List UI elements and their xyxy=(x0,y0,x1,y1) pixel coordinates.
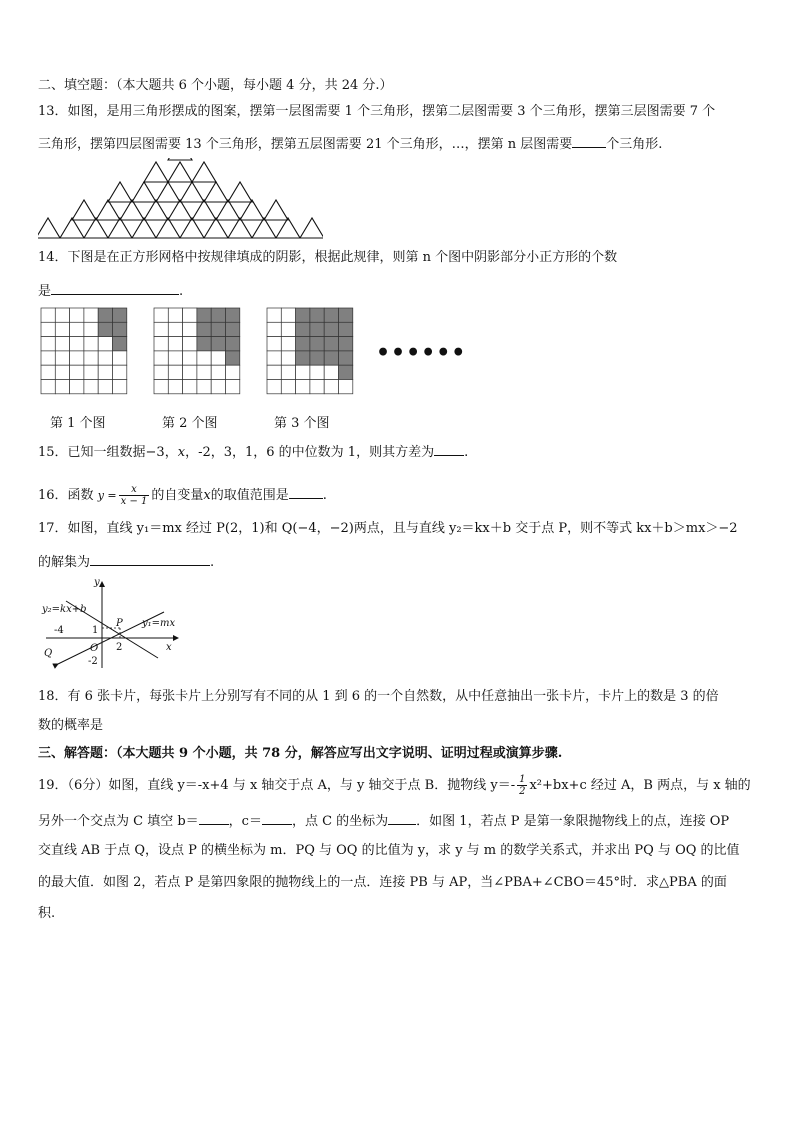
shaded-cell xyxy=(98,308,112,322)
shaded-cell xyxy=(296,322,310,336)
triangle xyxy=(38,218,60,238)
q19-text-1b: x²+bx+c 经过 A，B 两点，与 x 轴的 xyxy=(529,778,751,793)
q16-text-d: . xyxy=(322,488,327,503)
grid-cell xyxy=(281,351,295,365)
q17-text-b: . xyxy=(210,555,215,570)
q13-text-b: 个三角形. xyxy=(606,137,663,152)
shaded-cell xyxy=(197,337,211,351)
grid-cell xyxy=(84,308,98,322)
shaded-cell xyxy=(197,308,211,322)
triangle xyxy=(84,218,108,238)
shaded-cell xyxy=(324,322,338,336)
grid-cell xyxy=(70,365,84,379)
grid-cell xyxy=(168,351,182,365)
shaded-cell xyxy=(324,308,338,322)
q13-answer-blank[interactable] xyxy=(572,135,606,148)
shaded-cell xyxy=(339,351,353,365)
y2-label: y₂=kx+b xyxy=(42,604,87,615)
q18-line-2: 数的概率是 xyxy=(38,718,104,733)
q15-var-x: x xyxy=(177,445,186,460)
grid-cell xyxy=(267,380,281,394)
q19-text-2c: ，点 C 的坐标为 xyxy=(291,814,389,829)
grid-cell xyxy=(226,380,240,394)
grid-figure-1 xyxy=(40,307,128,395)
tick-neg2: -2 xyxy=(88,656,98,667)
q16-text-c: 的取值范围是 xyxy=(210,488,289,503)
shaded-cell xyxy=(226,351,240,365)
q17-graph xyxy=(38,576,188,671)
triangle xyxy=(204,218,228,238)
caption-figure-1: 第 1 个图 xyxy=(50,416,106,431)
q16-answer-blank[interactable] xyxy=(289,486,323,499)
x-axis-label: x xyxy=(166,642,172,653)
triangle xyxy=(144,162,168,182)
q19-line-5: 积. xyxy=(38,906,56,921)
grid-cell xyxy=(197,365,211,379)
point-p-label: P xyxy=(116,618,123,629)
grid-cell xyxy=(168,308,182,322)
shaded-cell xyxy=(113,337,127,351)
q17-line-1: 17．如图，直线 y₁＝mx 经过 P(2，1)和 Q(−4，−2)两点，且与直线 y₂＝kx＋b 交于点 P，则不等式 kx＋b＞mx＞−2 xyxy=(38,521,738,536)
shaded-cell xyxy=(211,337,225,351)
y-axis-label: y xyxy=(94,577,100,588)
grid-cell xyxy=(84,351,98,365)
grid-cell xyxy=(339,380,353,394)
shaded-cell xyxy=(211,308,225,322)
grid-cell xyxy=(113,365,127,379)
grid-cell xyxy=(55,380,69,394)
grid-cell xyxy=(226,365,240,379)
q19-frac-den: 2 xyxy=(519,786,526,797)
shaded-cell xyxy=(226,322,240,336)
shaded-cell xyxy=(113,308,127,322)
grid-cell xyxy=(55,365,69,379)
shaded-cell xyxy=(226,308,240,322)
grid-cell xyxy=(281,308,295,322)
grid-cell xyxy=(211,365,225,379)
q16-text-b: 的自变量 xyxy=(151,488,204,503)
q16-fraction xyxy=(119,484,150,507)
grid-cell xyxy=(84,380,98,394)
shaded-cell xyxy=(339,365,353,379)
shaded-cell xyxy=(310,337,324,351)
grid-cell xyxy=(197,380,211,394)
grid-cell xyxy=(267,337,281,351)
grid-cell xyxy=(41,365,55,379)
shaded-cell xyxy=(296,308,310,322)
grid-cell xyxy=(168,322,182,336)
q13-text-a: 三角形，摆第四层图需要 13 个三角形，摆第五层图需要 21 个三角形，…，摆第 n 层图需要 xyxy=(38,137,573,152)
triangle xyxy=(180,182,204,202)
tick-neg4: -4 xyxy=(54,625,64,636)
q15-line xyxy=(38,443,468,461)
q14-line-1: 14．下图是在正方形网格中按规律填成的阴影，根据此规律，则第 n 个图中阴影部分小正方形的个数 xyxy=(38,250,618,265)
shaded-cell xyxy=(339,322,353,336)
grid-cell xyxy=(113,380,127,394)
grid-cell xyxy=(267,322,281,336)
shaded-cell xyxy=(324,351,338,365)
grid-cell xyxy=(41,308,55,322)
triangle xyxy=(276,218,300,238)
grid-cell xyxy=(183,380,197,394)
ellipsis-dots: •••••• xyxy=(376,340,467,366)
triangle xyxy=(156,218,180,238)
triangle xyxy=(108,218,132,238)
grid-cell xyxy=(281,380,295,394)
grid-cell xyxy=(154,351,168,365)
triangle xyxy=(264,200,288,220)
grid-cell xyxy=(154,365,168,379)
grid-cell xyxy=(70,351,84,365)
q19-text-2d: ．如图 1，若点 P 是第一象限抛物线上的点，连接 OP xyxy=(416,814,730,829)
grid-cell xyxy=(183,337,197,351)
q19-fraction xyxy=(517,774,527,797)
grid-cell xyxy=(113,351,127,365)
grid-cell xyxy=(324,365,338,379)
q18-line-1: 18．有 6 张卡片，每张卡片上分别写有不同的从 1 到 6 的一个自然数，从中任意抽出一张卡片，卡片上的数是 3 的倍 xyxy=(38,689,719,704)
grid-cell xyxy=(154,322,168,336)
shaded-cell xyxy=(296,337,310,351)
triangle xyxy=(252,218,276,238)
triangle xyxy=(72,200,96,220)
grid-cell xyxy=(267,351,281,365)
grid-cell xyxy=(168,365,182,379)
shaded-cell xyxy=(310,351,324,365)
grid-cell xyxy=(168,337,182,351)
grid-cell xyxy=(154,308,168,322)
grid-cell xyxy=(98,365,112,379)
q19-line-1 xyxy=(38,774,751,797)
triangle xyxy=(96,200,120,220)
section-2-heading: 二、填空题：（本大题共 6 个小题，每小题 4 分，共 24 分.） xyxy=(38,78,393,93)
q16-frac-num: x xyxy=(119,484,150,496)
shaded-cell xyxy=(296,351,310,365)
triangle xyxy=(300,218,323,238)
tick-1: 1 xyxy=(92,625,99,636)
triangle xyxy=(132,218,156,238)
caption-figure-2: 第 2 个图 xyxy=(162,416,218,431)
q19-line-4: 的最大值．如图 2，若点 P 是第四象限的抛物线上的一点．连接 PB 与 AP，当∠PBA+∠CBO＝45°时．求△PBA 的面 xyxy=(38,875,727,890)
grid-cell xyxy=(296,380,310,394)
triangle xyxy=(240,200,264,220)
q19-text-1a: 19．（6分）如图，直线 y＝-x+4 与 x 轴交于点 A，与 y 轴交于点 B．抛物线 y＝- xyxy=(38,778,516,793)
triangle-pyramid-figure xyxy=(38,158,323,240)
grid-cell xyxy=(310,365,324,379)
grid-cell xyxy=(84,322,98,336)
shaded-cell xyxy=(226,337,240,351)
q17-text-a: 的解集为 xyxy=(38,555,91,570)
shaded-cell xyxy=(98,322,112,336)
grid-cell xyxy=(296,365,310,379)
grid-cell xyxy=(98,380,112,394)
triangle xyxy=(204,182,228,202)
grid-cell xyxy=(183,365,197,379)
q16-y-eq: y = xyxy=(97,489,117,502)
grid-cell xyxy=(41,322,55,336)
triangle xyxy=(216,200,240,220)
shaded-cell xyxy=(339,308,353,322)
triangle xyxy=(144,200,168,220)
y1-label: y₁=mx xyxy=(142,618,176,629)
grid-cell xyxy=(281,365,295,379)
triangle xyxy=(120,200,144,220)
grid-cell xyxy=(41,351,55,365)
grid-cell xyxy=(154,380,168,394)
grid-figure-2 xyxy=(153,307,241,395)
grid-cell xyxy=(98,351,112,365)
caption-figure-3: 第 3 个图 xyxy=(274,416,330,431)
q16-text-a: 16．函数 xyxy=(38,488,94,503)
grid-cell xyxy=(197,351,211,365)
grid-cell xyxy=(211,380,225,394)
q19-blank-b[interactable] xyxy=(199,812,229,825)
grid-cell xyxy=(84,337,98,351)
shaded-cell xyxy=(324,337,338,351)
shaded-cell xyxy=(310,308,324,322)
triangle xyxy=(192,200,216,220)
grid-cell xyxy=(183,322,197,336)
q14-text-a: 是 xyxy=(38,284,52,299)
q15-text-a: 15．已知一组数据−3， xyxy=(38,445,178,460)
q17-line-2 xyxy=(38,553,214,571)
q16-frac-den: x − 1 xyxy=(120,496,148,507)
grid-cell xyxy=(324,380,338,394)
grid-cell xyxy=(41,337,55,351)
triangle xyxy=(168,158,192,160)
triangle xyxy=(132,182,156,202)
q15-answer-blank[interactable] xyxy=(434,443,464,456)
grid-cell xyxy=(281,337,295,351)
q13-line-2 xyxy=(38,135,662,153)
grid-cell xyxy=(55,351,69,365)
grid-cell xyxy=(183,308,197,322)
q13-line-1: 13．如图，是用三角形摆成的图案，摆第一层图需要 1 个三角形，摆第二层图需要 3 个三角形，摆第三层图需要 7 个 xyxy=(38,104,716,119)
q19-text-2b: ，c＝ xyxy=(228,814,262,829)
tick-2: 2 xyxy=(116,642,123,653)
triangle xyxy=(60,218,84,238)
grid-cell xyxy=(183,351,197,365)
grid-cell xyxy=(70,380,84,394)
triangle xyxy=(108,182,132,202)
q14-answer-blank[interactable] xyxy=(51,282,179,295)
triangle xyxy=(156,182,180,202)
grid-cell xyxy=(70,337,84,351)
grid-cell xyxy=(154,337,168,351)
triangle xyxy=(168,162,192,182)
grid-cell xyxy=(310,380,324,394)
grid-cell xyxy=(55,337,69,351)
grid-cell xyxy=(267,365,281,379)
shaded-cell xyxy=(310,322,324,336)
point-q-label: Q xyxy=(44,648,53,659)
grid-figure-3 xyxy=(266,307,354,395)
grid-cell xyxy=(98,337,112,351)
shaded-cell xyxy=(197,322,211,336)
q15-text-c: . xyxy=(464,445,469,460)
grid-cell xyxy=(55,308,69,322)
q19-line-3: 交直线 AB 于点 Q，设点 P 的横坐标为 m．PQ 与 OQ 的比值为 y，求 y 与 m 的数学关系式，并求出 PQ 与 OQ 的比值 xyxy=(38,843,740,858)
shaded-cell xyxy=(211,322,225,336)
q16-var-x: x xyxy=(203,488,211,503)
grid-cell xyxy=(55,322,69,336)
q19-blank-c[interactable] xyxy=(262,812,292,825)
grid-cell xyxy=(41,380,55,394)
q14-text-b: . xyxy=(179,284,184,299)
grid-cell xyxy=(281,322,295,336)
q19-blank-point-c[interactable] xyxy=(388,812,416,825)
q14-line-2 xyxy=(38,282,183,300)
grid-cell xyxy=(70,308,84,322)
triangle xyxy=(228,218,252,238)
triangle xyxy=(192,162,216,182)
q15-text-b: ，-2，3，1，6 的中位数为 1，则其方差为 xyxy=(185,445,435,460)
grid-cell xyxy=(211,351,225,365)
shaded-cell xyxy=(339,337,353,351)
q17-answer-blank[interactable] xyxy=(90,553,210,566)
shaded-cell xyxy=(113,322,127,336)
grid-cell xyxy=(168,380,182,394)
q19-text-2a: 另外一个交点为 C 填空 b＝ xyxy=(38,814,199,829)
grid-cell xyxy=(84,365,98,379)
triangle xyxy=(228,182,252,202)
grid-cell xyxy=(70,322,84,336)
grid-cell xyxy=(267,308,281,322)
triangle xyxy=(180,218,204,238)
section-3-heading: 三、解答题：（本大题共 9 个小题，共 78 分，解答应写出文字说明、证明过程或演算步骤. xyxy=(38,746,563,761)
triangle xyxy=(168,200,192,220)
q19-frac-num: 1 xyxy=(519,774,526,785)
origin-label: O xyxy=(90,643,99,654)
q16-line xyxy=(38,484,327,507)
q19-line-2 xyxy=(38,812,729,830)
